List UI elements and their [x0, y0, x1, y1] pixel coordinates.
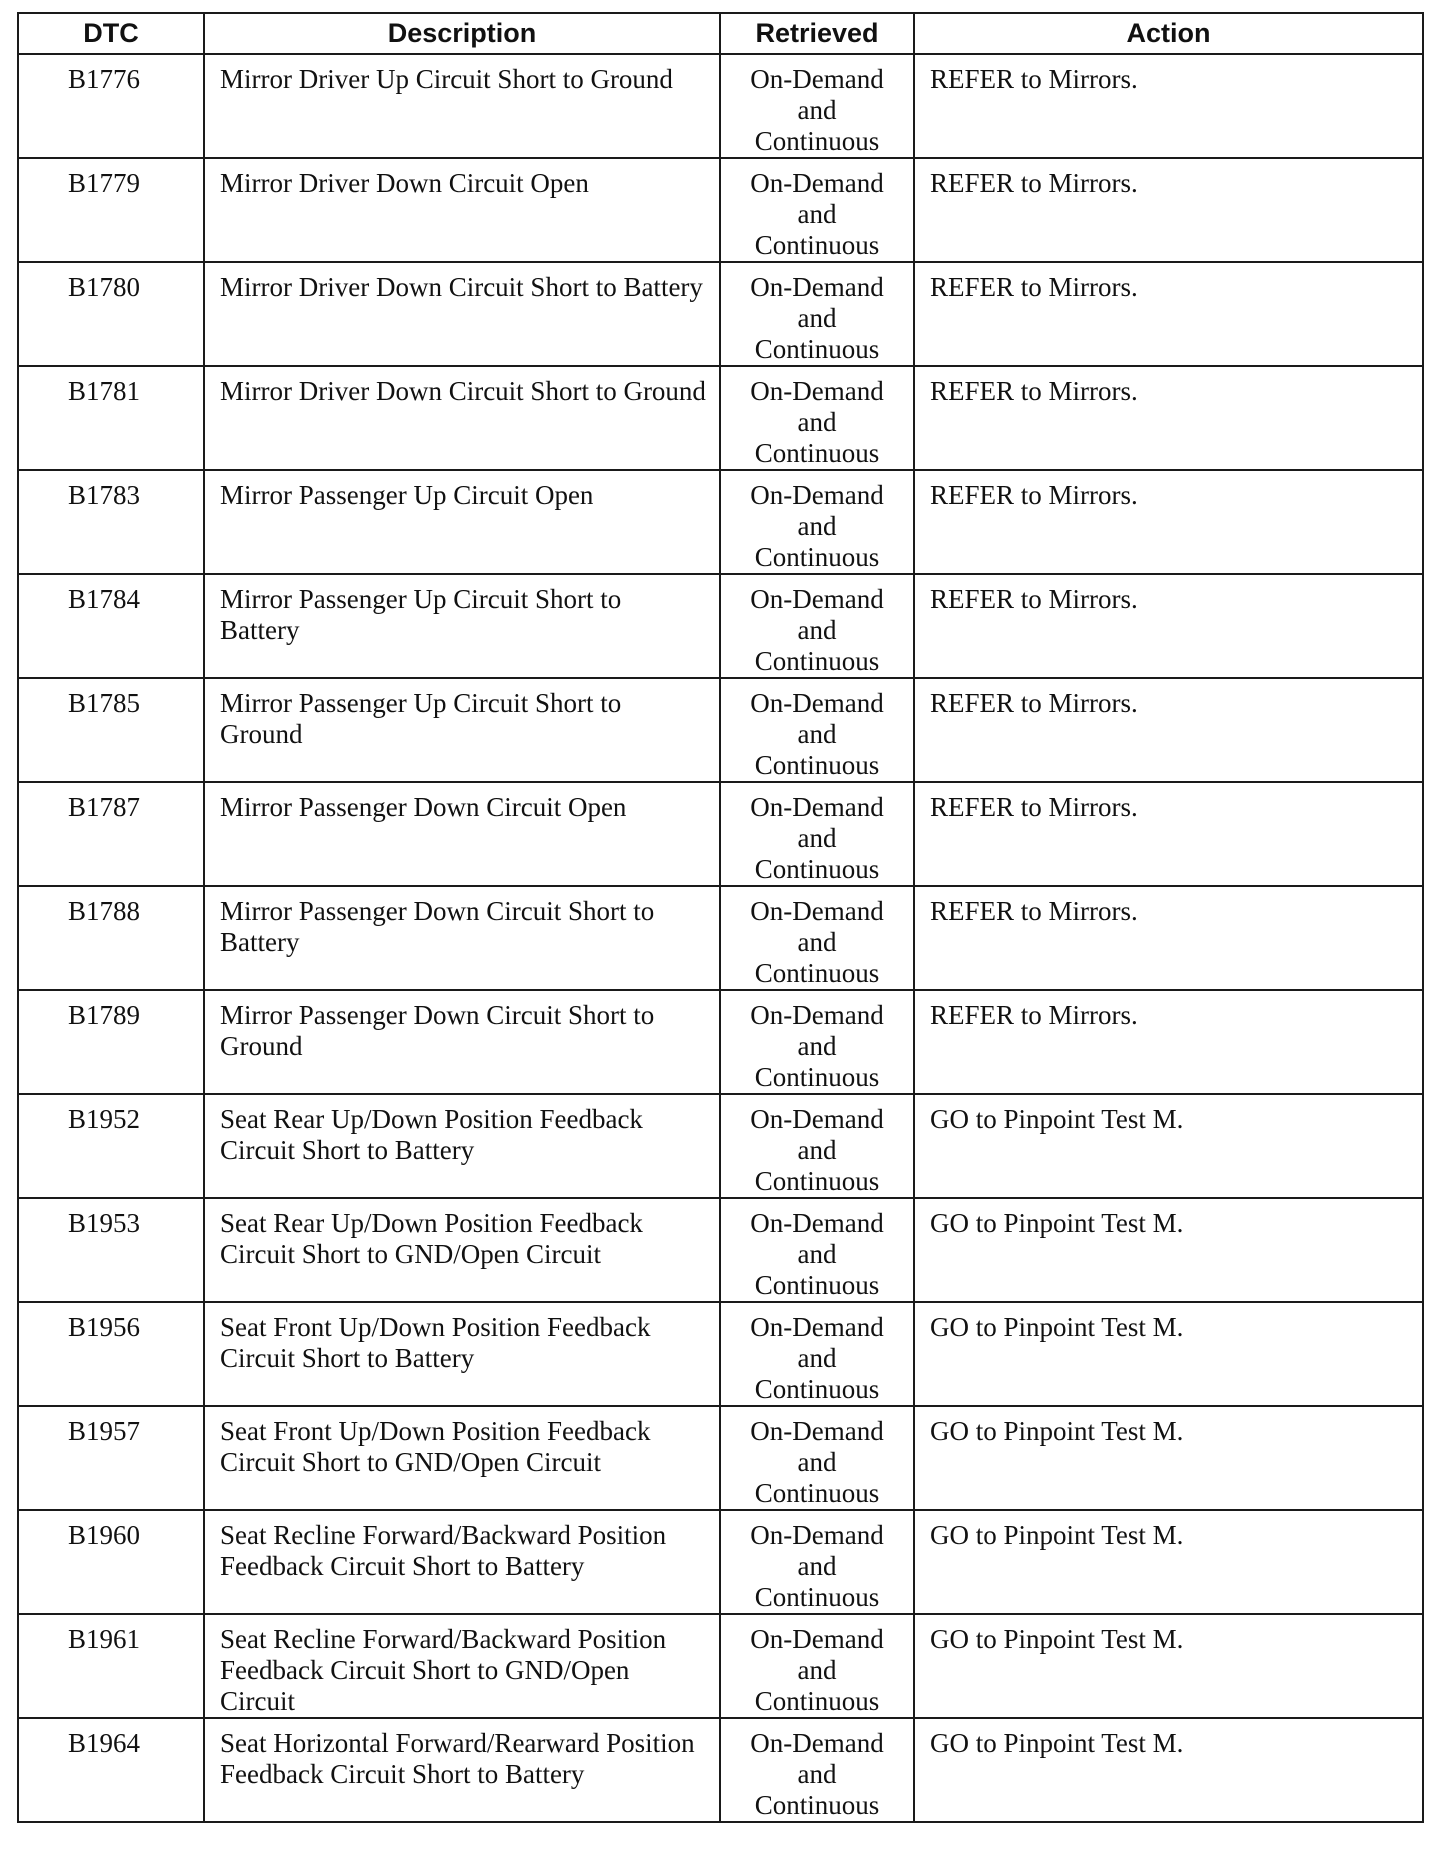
- dtc-action: REFER to Mirrors.: [914, 54, 1423, 158]
- dtc-code: B1789: [18, 990, 204, 1094]
- retrieved-line: Continuous: [754, 230, 880, 260]
- table-row: [18, 886, 1423, 990]
- retrieved-line: On-Demand: [750, 1728, 884, 1758]
- dtc-action: GO to Pinpoint Test M.: [914, 1510, 1423, 1614]
- dtc-retrieved: [720, 678, 914, 782]
- retrieved-line: and: [797, 1239, 837, 1269]
- retrieved-line: On-Demand: [750, 272, 884, 302]
- dtc-code: B1961: [18, 1614, 204, 1718]
- retrieved-line: and: [797, 1655, 837, 1685]
- dtc-description: Seat Recline Forward/Backward Position Feedback Circuit Short to GND/Open Circuit: [204, 1614, 720, 1718]
- dtc-action: GO to Pinpoint Test M.: [914, 1094, 1423, 1198]
- dtc-retrieved: [720, 990, 914, 1094]
- dtc-action: GO to Pinpoint Test M.: [914, 1718, 1423, 1822]
- retrieved-line: and: [797, 1135, 837, 1165]
- retrieved-line: On-Demand: [750, 376, 884, 406]
- retrieved-line: On-Demand: [750, 584, 884, 614]
- dtc-action: REFER to Mirrors.: [914, 990, 1423, 1094]
- dtc-retrieved: [720, 54, 914, 158]
- dtc-code: B1783: [18, 470, 204, 574]
- retrieved-line: Continuous: [754, 646, 880, 676]
- dtc-action: REFER to Mirrors.: [914, 574, 1423, 678]
- table-row: [18, 262, 1423, 366]
- dtc-description: Mirror Passenger Up Circuit Short to Ground: [204, 678, 720, 782]
- retrieved-line: and: [797, 407, 837, 437]
- retrieved-line: On-Demand: [750, 1416, 884, 1446]
- retrieved-line: On-Demand: [750, 1520, 884, 1550]
- table-row: [18, 1094, 1423, 1198]
- dtc-description: Mirror Passenger Down Circuit Short to Battery: [204, 886, 720, 990]
- dtc-description: Seat Rear Up/Down Position Feedback Circuit Short to GND/Open Circuit: [204, 1198, 720, 1302]
- dtc-retrieved: [720, 1406, 914, 1510]
- retrieved-line: Continuous: [754, 542, 880, 572]
- header-retrieved: Retrieved: [720, 13, 914, 54]
- dtc-description: Mirror Passenger Up Circuit Open: [204, 470, 720, 574]
- retrieved-line: and: [797, 719, 837, 749]
- dtc-code: B1960: [18, 1510, 204, 1614]
- retrieved-line: On-Demand: [750, 896, 884, 926]
- retrieved-line: and: [797, 303, 837, 333]
- dtc-retrieved: [720, 1302, 914, 1406]
- dtc-action: REFER to Mirrors.: [914, 470, 1423, 574]
- retrieved-line: Continuous: [754, 1790, 880, 1820]
- dtc-action: REFER to Mirrors.: [914, 158, 1423, 262]
- retrieved-line: On-Demand: [750, 1624, 884, 1654]
- retrieved-line: Continuous: [754, 1582, 880, 1612]
- dtc-description: Seat Front Up/Down Position Feedback Circuit Short to Battery: [204, 1302, 720, 1406]
- table-row: [18, 1198, 1423, 1302]
- table-row: [18, 158, 1423, 262]
- dtc-code: B1957: [18, 1406, 204, 1510]
- table-row: [18, 1718, 1423, 1822]
- dtc-retrieved: [720, 886, 914, 990]
- dtc-code: B1785: [18, 678, 204, 782]
- dtc-retrieved: [720, 158, 914, 262]
- retrieved-line: On-Demand: [750, 1312, 884, 1342]
- dtc-code: B1953: [18, 1198, 204, 1302]
- dtc-retrieved: [720, 366, 914, 470]
- dtc-action: GO to Pinpoint Test M.: [914, 1198, 1423, 1302]
- retrieved-line: On-Demand: [750, 168, 884, 198]
- table-row: [18, 990, 1423, 1094]
- retrieved-line: and: [797, 1031, 837, 1061]
- dtc-description: Mirror Driver Down Circuit Short to Ground: [204, 366, 720, 470]
- dtc-action: GO to Pinpoint Test M.: [914, 1614, 1423, 1718]
- dtc-description: Mirror Passenger Up Circuit Short to Battery: [204, 574, 720, 678]
- dtc-code: B1788: [18, 886, 204, 990]
- retrieved-line: Continuous: [754, 126, 880, 156]
- table-row: [18, 1302, 1423, 1406]
- dtc-retrieved: [720, 1614, 914, 1718]
- table-row: [18, 782, 1423, 886]
- retrieved-line: and: [797, 1759, 837, 1789]
- retrieved-line: Continuous: [754, 1374, 880, 1404]
- dtc-action: REFER to Mirrors.: [914, 262, 1423, 366]
- dtc-action: GO to Pinpoint Test M.: [914, 1406, 1423, 1510]
- retrieved-line: On-Demand: [750, 1104, 884, 1134]
- dtc-description: Seat Horizontal Forward/Rearward Position Feedback Circuit Short to Battery: [204, 1718, 720, 1822]
- header-action: Action: [914, 13, 1423, 54]
- retrieved-line: On-Demand: [750, 1000, 884, 1030]
- dtc-code: B1780: [18, 262, 204, 366]
- retrieved-line: Continuous: [754, 1270, 880, 1300]
- dtc-description: Seat Front Up/Down Position Feedback Circuit Short to GND/Open Circuit: [204, 1406, 720, 1510]
- dtc-code: B1781: [18, 366, 204, 470]
- table-row: [18, 470, 1423, 574]
- table-row: [18, 54, 1423, 158]
- dtc-code: B1964: [18, 1718, 204, 1822]
- dtc-table: [17, 12, 1424, 1823]
- dtc-description: Seat Recline Forward/Backward Position Feedback Circuit Short to Battery: [204, 1510, 720, 1614]
- dtc-retrieved: [720, 574, 914, 678]
- dtc-retrieved: [720, 1198, 914, 1302]
- dtc-code: B1956: [18, 1302, 204, 1406]
- dtc-description: Mirror Passenger Down Circuit Short to Ground: [204, 990, 720, 1094]
- retrieved-line: On-Demand: [750, 792, 884, 822]
- retrieved-line: and: [797, 511, 837, 541]
- retrieved-line: Continuous: [754, 1686, 880, 1716]
- retrieved-line: On-Demand: [750, 1208, 884, 1238]
- dtc-retrieved: [720, 782, 914, 886]
- dtc-code: B1776: [18, 54, 204, 158]
- retrieved-line: On-Demand: [750, 688, 884, 718]
- dtc-code: B1784: [18, 574, 204, 678]
- retrieved-line: Continuous: [754, 854, 880, 884]
- retrieved-line: and: [797, 1551, 837, 1581]
- retrieved-line: Continuous: [754, 958, 880, 988]
- retrieved-line: and: [797, 1447, 837, 1477]
- retrieved-line: and: [797, 199, 837, 229]
- dtc-action: REFER to Mirrors.: [914, 678, 1423, 782]
- table-row: [18, 366, 1423, 470]
- retrieved-line: Continuous: [754, 334, 880, 364]
- dtc-description: Seat Rear Up/Down Position Feedback Circuit Short to Battery: [204, 1094, 720, 1198]
- table-row: [18, 1614, 1423, 1718]
- dtc-retrieved: [720, 262, 914, 366]
- retrieved-line: Continuous: [754, 438, 880, 468]
- table-row: [18, 574, 1423, 678]
- retrieved-line: Continuous: [754, 1166, 880, 1196]
- table-row: [18, 1406, 1423, 1510]
- retrieved-line: On-Demand: [750, 64, 884, 94]
- dtc-retrieved: [720, 1094, 914, 1198]
- dtc-description: Mirror Driver Down Circuit Short to Battery: [204, 262, 720, 366]
- header-dtc: DTC: [18, 13, 204, 54]
- dtc-action: REFER to Mirrors.: [914, 886, 1423, 990]
- retrieved-line: and: [797, 927, 837, 957]
- dtc-action: GO to Pinpoint Test M.: [914, 1302, 1423, 1406]
- table-row: [18, 678, 1423, 782]
- table-row: [18, 1510, 1423, 1614]
- dtc-retrieved: [720, 1510, 914, 1614]
- dtc-description: Mirror Passenger Down Circuit Open: [204, 782, 720, 886]
- retrieved-line: and: [797, 615, 837, 645]
- table-body: [18, 54, 1423, 1822]
- retrieved-line: Continuous: [754, 750, 880, 780]
- dtc-retrieved: [720, 1718, 914, 1822]
- retrieved-line: and: [797, 95, 837, 125]
- retrieved-line: and: [797, 823, 837, 853]
- retrieved-line: Continuous: [754, 1478, 880, 1508]
- dtc-action: REFER to Mirrors.: [914, 782, 1423, 886]
- retrieved-line: Continuous: [754, 1062, 880, 1092]
- dtc-description: Mirror Driver Up Circuit Short to Ground: [204, 54, 720, 158]
- dtc-retrieved: [720, 470, 914, 574]
- dtc-code: B1952: [18, 1094, 204, 1198]
- dtc-code: B1787: [18, 782, 204, 886]
- header-row: [18, 13, 1423, 54]
- retrieved-line: and: [797, 1343, 837, 1373]
- retrieved-line: On-Demand: [750, 480, 884, 510]
- dtc-description: Mirror Driver Down Circuit Open: [204, 158, 720, 262]
- header-description: Description: [204, 13, 720, 54]
- dtc-code: B1779: [18, 158, 204, 262]
- dtc-action: REFER to Mirrors.: [914, 366, 1423, 470]
- table-header: [18, 13, 1423, 54]
